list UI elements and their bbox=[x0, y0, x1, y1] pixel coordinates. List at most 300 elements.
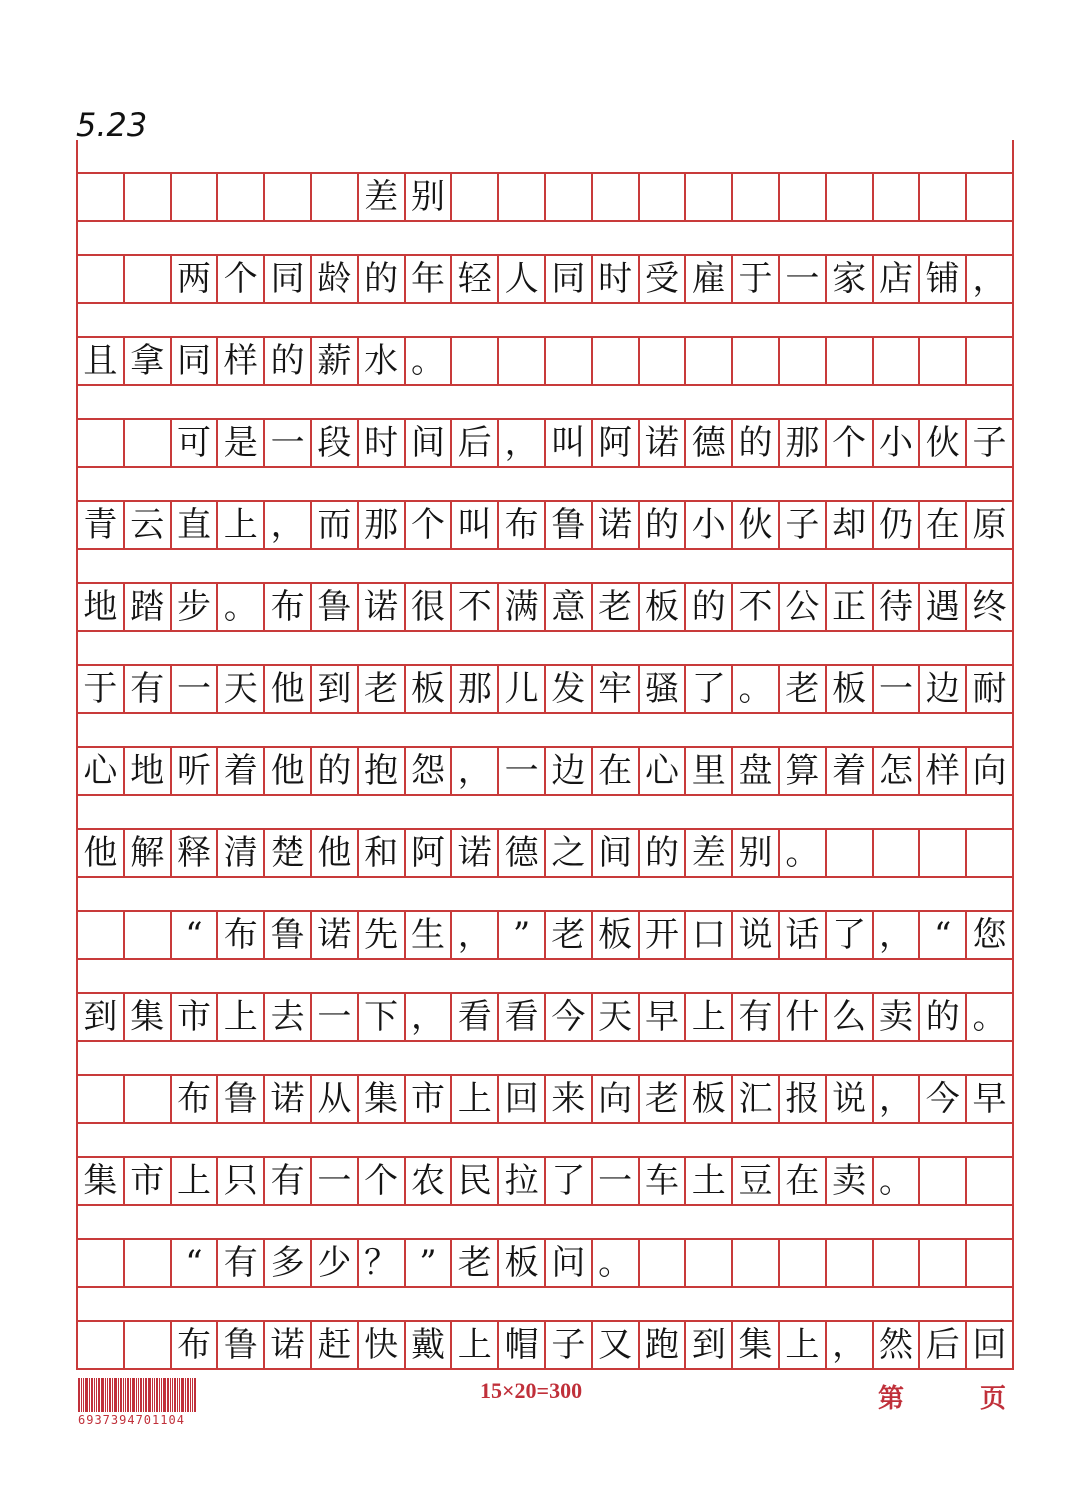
grid-cell bbox=[918, 1158, 965, 1204]
page-label-right: 页 bbox=[980, 1384, 1007, 1413]
grid-cell: 布 bbox=[170, 1076, 217, 1122]
grid-cell: ， bbox=[872, 912, 919, 958]
grid-row bbox=[76, 992, 1014, 1042]
grid-cell bbox=[872, 338, 919, 384]
row-gap bbox=[76, 386, 1014, 418]
grid-cell: 天 bbox=[216, 666, 263, 712]
barcode-bar bbox=[96, 1378, 97, 1412]
grid-cell: 有 bbox=[263, 1158, 310, 1204]
grid-cell bbox=[123, 256, 170, 302]
grid-cell: 。 bbox=[731, 666, 778, 712]
grid-cell: 儿 bbox=[497, 666, 544, 712]
grid-cell bbox=[544, 174, 591, 220]
grid-cell: 老 bbox=[778, 666, 825, 712]
barcode-bar bbox=[127, 1378, 129, 1412]
barcode-bar bbox=[145, 1378, 147, 1412]
barcode-bar bbox=[152, 1378, 153, 1412]
grid-cell: 板 bbox=[684, 1076, 731, 1122]
grid-cell: 市 bbox=[170, 994, 217, 1040]
grid-cell: 诺 bbox=[357, 584, 404, 630]
grid-cell: 土 bbox=[684, 1158, 731, 1204]
grid-cell: 多 bbox=[263, 1240, 310, 1286]
grid-cell: 地 bbox=[123, 748, 170, 794]
barcode-bar bbox=[136, 1378, 137, 1412]
grid-cell: 他 bbox=[76, 830, 123, 876]
grid-cell: 诺 bbox=[450, 830, 497, 876]
grid-cell bbox=[731, 338, 778, 384]
grid-cell: 叫 bbox=[544, 420, 591, 466]
grid-cell: ， bbox=[965, 256, 1014, 302]
grid-cell bbox=[591, 174, 638, 220]
grid-cell: ， bbox=[450, 912, 497, 958]
grid-cell: 心 bbox=[638, 748, 685, 794]
grid-cell bbox=[263, 174, 310, 220]
grid-cell: 一 bbox=[263, 420, 310, 466]
barcode-bar bbox=[143, 1378, 144, 1412]
grid-cell: 抱 bbox=[357, 748, 404, 794]
grid-cell: 报 bbox=[778, 1076, 825, 1122]
barcode-bar bbox=[125, 1378, 126, 1412]
grid-cell: 伙 bbox=[731, 502, 778, 548]
grid-cell bbox=[778, 338, 825, 384]
grid-cell: 的 bbox=[638, 830, 685, 876]
barcode-bar bbox=[177, 1378, 178, 1412]
grid-cell: 个 bbox=[825, 420, 872, 466]
grid-cell: 。 bbox=[216, 584, 263, 630]
grid-cell: 布 bbox=[497, 502, 544, 548]
grid-cell: 上 bbox=[216, 502, 263, 548]
grid-cell: 板 bbox=[825, 666, 872, 712]
grid-cell: 先 bbox=[357, 912, 404, 958]
grid-cell: 云 bbox=[123, 502, 170, 548]
row-gap bbox=[76, 1206, 1014, 1238]
grid-cell: 听 bbox=[170, 748, 217, 794]
grid-cell: 小 bbox=[684, 502, 731, 548]
grid-cell: 快 bbox=[357, 1322, 404, 1368]
grid-cell: “ bbox=[170, 1240, 217, 1286]
grid-cell: 着 bbox=[825, 748, 872, 794]
grid-cell: 而 bbox=[310, 502, 357, 548]
grid-cell: 车 bbox=[638, 1158, 685, 1204]
grid-cell: 清 bbox=[216, 830, 263, 876]
grid-cell: 早 bbox=[638, 994, 685, 1040]
grid-cell: 上 bbox=[450, 1322, 497, 1368]
grid-cell: 在 bbox=[778, 1158, 825, 1204]
grid-cell: 一 bbox=[310, 1158, 357, 1204]
grid-cell: 受 bbox=[638, 256, 685, 302]
grid-cell: 只 bbox=[216, 1158, 263, 1204]
grid-cell: 个 bbox=[404, 502, 451, 548]
row-gap bbox=[76, 878, 1014, 910]
grid-cell: 差 bbox=[357, 174, 404, 220]
grid-cell: 铺 bbox=[918, 256, 965, 302]
grid-cell: 子 bbox=[965, 420, 1014, 466]
grid-cell: 市 bbox=[123, 1158, 170, 1204]
grid-cell: 帽 bbox=[497, 1322, 544, 1368]
grid-cell: 样 bbox=[918, 748, 965, 794]
barcode-bar bbox=[174, 1378, 176, 1412]
grid-cell: 年 bbox=[404, 256, 451, 302]
manuscript-grid bbox=[76, 140, 1014, 1370]
grid-cell: 开 bbox=[638, 912, 685, 958]
grid-cell: 回 bbox=[497, 1076, 544, 1122]
barcode-bar bbox=[179, 1378, 180, 1412]
grid-cell: 话 bbox=[778, 912, 825, 958]
barcode-bar bbox=[94, 1378, 95, 1412]
barcode-bar bbox=[101, 1378, 104, 1412]
grid-cell: 怎 bbox=[872, 748, 919, 794]
grid-cell: 一 bbox=[591, 1158, 638, 1204]
grid-cell bbox=[591, 338, 638, 384]
grid-cell: 他 bbox=[310, 830, 357, 876]
grid-cell: 之 bbox=[544, 830, 591, 876]
grid-cell: 说 bbox=[825, 1076, 872, 1122]
barcode-bar bbox=[78, 1378, 80, 1412]
grid-row bbox=[76, 254, 1014, 304]
grid-cell: 差 bbox=[684, 830, 731, 876]
grid-cell bbox=[544, 338, 591, 384]
grid-cell: 的 bbox=[731, 420, 778, 466]
grid-cell: 他 bbox=[263, 666, 310, 712]
grid-cell: 仍 bbox=[872, 502, 919, 548]
grid-cell: 少 bbox=[310, 1240, 357, 1286]
grid-cell: 伙 bbox=[918, 420, 965, 466]
grid-cell bbox=[684, 174, 731, 220]
grid-cell: 鲁 bbox=[310, 584, 357, 630]
grid-cell bbox=[76, 420, 123, 466]
grid-cell: 农 bbox=[404, 1158, 451, 1204]
grid-cell: 什 bbox=[778, 994, 825, 1040]
grid-cell: 老 bbox=[591, 584, 638, 630]
grid-cell: 遇 bbox=[918, 584, 965, 630]
barcode-bar bbox=[163, 1378, 166, 1412]
grid-cell: 终 bbox=[965, 584, 1014, 630]
grid-cell: 来 bbox=[544, 1076, 591, 1122]
barcode-bar bbox=[154, 1378, 155, 1412]
grid-cell: 布 bbox=[216, 912, 263, 958]
grid-cell bbox=[76, 174, 123, 220]
barcode-bar bbox=[167, 1378, 169, 1412]
grid-cell: 耐 bbox=[965, 666, 1014, 712]
grid-cell: 叫 bbox=[450, 502, 497, 548]
row-gap bbox=[76, 468, 1014, 500]
grid-cell bbox=[825, 1240, 872, 1286]
grid-cell bbox=[965, 174, 1014, 220]
grid-cell: 诺 bbox=[263, 1322, 310, 1368]
barcode-bar bbox=[81, 1378, 82, 1412]
grid-cell: 水 bbox=[357, 338, 404, 384]
grid-cell: 同 bbox=[263, 256, 310, 302]
barcode-bar bbox=[107, 1378, 108, 1412]
grid-cell: 老 bbox=[450, 1240, 497, 1286]
grid-cell bbox=[778, 1240, 825, 1286]
grid-cell: 。 bbox=[591, 1240, 638, 1286]
grid-cell bbox=[450, 174, 497, 220]
grid-cell: 同 bbox=[544, 256, 591, 302]
grid-cell: 间 bbox=[591, 830, 638, 876]
grid-cell: 的 bbox=[263, 338, 310, 384]
grid-cell: 板 bbox=[404, 666, 451, 712]
grid-cell: 和 bbox=[357, 830, 404, 876]
barcode-bar bbox=[123, 1378, 124, 1412]
grid-row bbox=[76, 1074, 1014, 1124]
grid-cell: 诺 bbox=[310, 912, 357, 958]
barcode-bar bbox=[118, 1378, 119, 1412]
grid-cell: 今 bbox=[918, 1076, 965, 1122]
grid-cell: 后 bbox=[450, 420, 497, 466]
grid-cell: ， bbox=[872, 1076, 919, 1122]
grid-cell bbox=[965, 1240, 1014, 1286]
page-label-left: 第 bbox=[878, 1384, 905, 1413]
barcode-bar bbox=[138, 1378, 139, 1412]
grid-cell: 。 bbox=[872, 1158, 919, 1204]
grid-cell: 集 bbox=[123, 994, 170, 1040]
barcode-bar bbox=[120, 1378, 122, 1412]
grid-cell: 布 bbox=[170, 1322, 217, 1368]
grid-cell: 有 bbox=[216, 1240, 263, 1286]
grid-cell: 板 bbox=[591, 912, 638, 958]
grid-cell bbox=[497, 174, 544, 220]
barcode-bar bbox=[181, 1378, 184, 1412]
grid-cell: 老 bbox=[544, 912, 591, 958]
grid-cell: 骚 bbox=[638, 666, 685, 712]
barcode-bar bbox=[159, 1378, 160, 1412]
grid-cell: 那 bbox=[450, 666, 497, 712]
grid-row bbox=[76, 336, 1014, 386]
grid-cell bbox=[76, 1076, 123, 1122]
grid-cell: 早 bbox=[965, 1076, 1014, 1122]
grid-cell: 是 bbox=[216, 420, 263, 466]
row-gap bbox=[76, 140, 1014, 172]
grid-cell: ” bbox=[497, 912, 544, 958]
grid-cell: 家 bbox=[825, 256, 872, 302]
barcode-bar bbox=[185, 1378, 186, 1412]
barcode-bar bbox=[187, 1378, 189, 1412]
grid-cell: 一 bbox=[310, 994, 357, 1040]
grid-cell: ？ bbox=[357, 1240, 404, 1286]
grid-cell: ， bbox=[825, 1322, 872, 1368]
grid-cell: 的 bbox=[357, 256, 404, 302]
grid-row bbox=[76, 172, 1014, 222]
grid-cell: 的 bbox=[310, 748, 357, 794]
barcode-bar bbox=[156, 1378, 158, 1412]
grid-cell: 怨 bbox=[404, 748, 451, 794]
grid-row bbox=[76, 910, 1014, 960]
grid-cell: 布 bbox=[263, 584, 310, 630]
grid-cell: 里 bbox=[684, 748, 731, 794]
grid-cell: 。 bbox=[404, 338, 451, 384]
barcode-bar bbox=[170, 1378, 171, 1412]
grid-cell: 然 bbox=[872, 1322, 919, 1368]
grid-cell: 。 bbox=[778, 830, 825, 876]
barcode-bar bbox=[109, 1378, 111, 1412]
grid-cell bbox=[123, 1240, 170, 1286]
grid-cell: 板 bbox=[497, 1240, 544, 1286]
grid-cell bbox=[731, 174, 778, 220]
grid-cell: 那 bbox=[778, 420, 825, 466]
grid-cell: 德 bbox=[684, 420, 731, 466]
barcode-bar bbox=[98, 1378, 100, 1412]
grid-cell: 了 bbox=[684, 666, 731, 712]
grid-cell: 阿 bbox=[591, 420, 638, 466]
grid-cell: 口 bbox=[684, 912, 731, 958]
grid-cell: 到 bbox=[310, 666, 357, 712]
grid-cell: 小 bbox=[872, 420, 919, 466]
grid-cell: 原 bbox=[965, 502, 1014, 548]
grid-cell: 很 bbox=[404, 584, 451, 630]
grid-cell: 赶 bbox=[310, 1322, 357, 1368]
grid-cell: 天 bbox=[591, 994, 638, 1040]
grid-cell: 今 bbox=[544, 994, 591, 1040]
grid-cell: 看 bbox=[450, 994, 497, 1040]
grid-cell bbox=[76, 912, 123, 958]
grid-cell bbox=[918, 174, 965, 220]
grid-cell: 解 bbox=[123, 830, 170, 876]
grid-cell: 集 bbox=[76, 1158, 123, 1204]
grid-cell: 阿 bbox=[404, 830, 451, 876]
grid-cell: 于 bbox=[76, 666, 123, 712]
barcode-bar bbox=[132, 1378, 135, 1412]
grid-cell bbox=[965, 830, 1014, 876]
grid-cell: 有 bbox=[731, 994, 778, 1040]
grid-cell: 汇 bbox=[731, 1076, 778, 1122]
grid-cell: 向 bbox=[965, 748, 1014, 794]
grid-cell: 于 bbox=[731, 256, 778, 302]
grid-cell: 到 bbox=[76, 994, 123, 1040]
row-gap bbox=[76, 632, 1014, 664]
grid-cell: 店 bbox=[872, 256, 919, 302]
grid-cell: 老 bbox=[357, 666, 404, 712]
barcode-bar bbox=[194, 1378, 196, 1412]
grid-cell: 边 bbox=[918, 666, 965, 712]
grid-cell bbox=[497, 338, 544, 384]
grid-cell: 又 bbox=[591, 1322, 638, 1368]
grid-cell: 在 bbox=[918, 502, 965, 548]
grid-cell: 子 bbox=[778, 502, 825, 548]
grid-cell bbox=[778, 174, 825, 220]
grid-row bbox=[76, 1156, 1014, 1206]
grid-cell: 一 bbox=[170, 666, 217, 712]
barcode-bar bbox=[89, 1378, 90, 1412]
grid-cell: 戴 bbox=[404, 1322, 451, 1368]
grid-cell bbox=[638, 338, 685, 384]
grid-cell: 地 bbox=[76, 584, 123, 630]
barcode bbox=[78, 1378, 246, 1427]
grid-cell: 向 bbox=[591, 1076, 638, 1122]
grid-cell: 从 bbox=[310, 1076, 357, 1122]
grid-cell bbox=[450, 338, 497, 384]
grid-cell: 边 bbox=[544, 748, 591, 794]
grid-cell bbox=[123, 912, 170, 958]
grid-cell: 集 bbox=[731, 1322, 778, 1368]
grid-cell: ， bbox=[263, 502, 310, 548]
row-gap bbox=[76, 960, 1014, 992]
grid-cell: 鲁 bbox=[263, 912, 310, 958]
grid-cell bbox=[825, 830, 872, 876]
grid-cell: 青 bbox=[76, 502, 123, 548]
grid-cell: 诺 bbox=[638, 420, 685, 466]
grid-cell: 诺 bbox=[263, 1076, 310, 1122]
grid-cell bbox=[825, 338, 872, 384]
grid-cell: 别 bbox=[404, 174, 451, 220]
grid-cell: ， bbox=[450, 748, 497, 794]
grid-cell: 释 bbox=[170, 830, 217, 876]
grid-cell bbox=[684, 1240, 731, 1286]
grid-cell: 盘 bbox=[731, 748, 778, 794]
grid-cell: 间 bbox=[404, 420, 451, 466]
grid-cell: 上 bbox=[450, 1076, 497, 1122]
grid-cell: 上 bbox=[216, 994, 263, 1040]
grid-cell bbox=[825, 174, 872, 220]
grid-cell: 去 bbox=[263, 994, 310, 1040]
barcode-bar bbox=[148, 1378, 151, 1412]
grid-cell: 后 bbox=[918, 1322, 965, 1368]
grid-cell: 上 bbox=[170, 1158, 217, 1204]
grid-cell bbox=[918, 830, 965, 876]
grid-cell: 个 bbox=[357, 1158, 404, 1204]
grid-cell: 德 bbox=[497, 830, 544, 876]
barcode-bar bbox=[190, 1378, 191, 1412]
grid-cell: 诺 bbox=[591, 502, 638, 548]
grid-cell: ， bbox=[404, 994, 451, 1040]
grid-cell: 集 bbox=[357, 1076, 404, 1122]
grid-cell: 拉 bbox=[497, 1158, 544, 1204]
grid-cell bbox=[965, 1158, 1014, 1204]
row-gap bbox=[76, 550, 1014, 582]
grid-cell: 满 bbox=[497, 584, 544, 630]
grid-cell: 到 bbox=[684, 1322, 731, 1368]
grid-cell bbox=[123, 1322, 170, 1368]
grid-cell: 正 bbox=[825, 584, 872, 630]
grid-cell: 雇 bbox=[684, 256, 731, 302]
grid-cell bbox=[216, 174, 263, 220]
grid-cell bbox=[123, 174, 170, 220]
grid-cell: 鲁 bbox=[216, 1322, 263, 1368]
grid-cell: 看 bbox=[497, 994, 544, 1040]
grid-cell: 直 bbox=[170, 502, 217, 548]
grid-cell: 子 bbox=[544, 1322, 591, 1368]
barcode-bars bbox=[78, 1378, 246, 1412]
grid-cell: 的 bbox=[638, 502, 685, 548]
grid-cell: 老 bbox=[638, 1076, 685, 1122]
grid-cell: 拿 bbox=[123, 338, 170, 384]
barcode-bar bbox=[83, 1378, 84, 1412]
grid-cell bbox=[872, 830, 919, 876]
grid-cell: 段 bbox=[310, 420, 357, 466]
barcode-bar bbox=[114, 1378, 117, 1412]
grid-cell: 卖 bbox=[872, 994, 919, 1040]
grid-cell: 不 bbox=[731, 584, 778, 630]
grid-cell: 了 bbox=[544, 1158, 591, 1204]
grid-cell bbox=[872, 174, 919, 220]
barcode-bar bbox=[91, 1378, 93, 1412]
grid-cell: 时 bbox=[591, 256, 638, 302]
grid-cell bbox=[918, 1240, 965, 1286]
grid-cell: 板 bbox=[638, 584, 685, 630]
grid-cell: 可 bbox=[170, 420, 217, 466]
grid-cell: 豆 bbox=[731, 1158, 778, 1204]
grid-cell bbox=[965, 338, 1014, 384]
grid-cell: 市 bbox=[404, 1076, 451, 1122]
grid-cell: 两 bbox=[170, 256, 217, 302]
row-gap bbox=[76, 714, 1014, 746]
barcode-bar bbox=[112, 1378, 113, 1412]
row-gap bbox=[76, 796, 1014, 828]
grid-cell: 牢 bbox=[591, 666, 638, 712]
grid-row bbox=[76, 664, 1014, 714]
grid-cell bbox=[638, 1240, 685, 1286]
grid-cell bbox=[76, 1322, 123, 1368]
